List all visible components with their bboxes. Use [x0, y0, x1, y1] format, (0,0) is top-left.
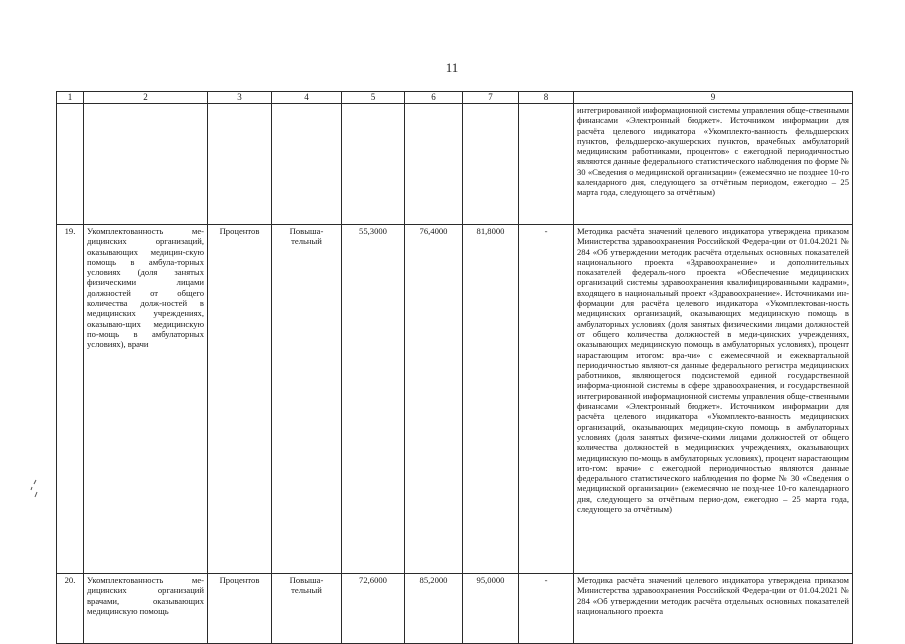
value-col-8: -	[519, 574, 574, 644]
table-row-continuation	[57, 104, 853, 225]
scan-speck-mark	[28, 478, 42, 500]
methodology-text: интегрированной информационной системы управления обще-ственными финансами «Электронный бюджет». Источником информации для расчёта целевого индикатора «Укомплекто-ванность фельдшерских пунктов, фельдшерско-акушерских пунктов, врачебных амбулаторий медицинским работниками, процентов» с ежегодной периодичностью являются данные федерального статистического наблюдения по форме № 30 «Сведения о медицинской организации» (ежемесячно не позднее 10-го календарного дня, следующего за отчётным периодом, ежегодно – 25 марта года, следующего за отчётным)	[574, 104, 853, 225]
value-col-7: 81,8000	[463, 225, 519, 574]
row-number: 19.	[57, 225, 84, 574]
indicator-name: Укомплектованность ме-дицинских организаций, оказывающих медицин-скую помощь в амбула-торных условиях (доля занятых физическими лицами должностей от общего количества долж-ностей в медицинских учреждениях, оказываю-щих медицинскую по-мощь в амбулаторных условиях), врачи	[84, 225, 208, 574]
indicators-table	[56, 91, 853, 644]
value-col-6	[405, 104, 463, 225]
header-col-8: 8	[519, 92, 574, 104]
header-col-2: 2	[84, 92, 208, 104]
value-col-6: 76,4000	[405, 225, 463, 574]
unit: Процентов	[208, 574, 272, 644]
value-col-8	[519, 104, 574, 225]
unit	[208, 104, 272, 225]
value-col-5	[342, 104, 405, 225]
methodology-text: Методика расчёта значений целевого индикатора утверждена приказом Министерства здравоохранения Российской Федера-ции от 01.04.2021 № 284 «Об утверждении методик расчёта отдельных основных показателей национального проекта	[574, 574, 853, 644]
value-col-8: -	[519, 225, 574, 574]
direction	[272, 104, 342, 225]
row-number: 20.	[57, 574, 84, 644]
header-col-6: 6	[405, 92, 463, 104]
header-col-9: 9	[574, 92, 853, 104]
direction: Повыша-тельный	[272, 574, 342, 644]
value-col-7	[463, 104, 519, 225]
page-number: 11	[445, 60, 459, 75]
indicator-name: Укомплектованность ме-дицинских организаций врачами, оказывающих медицинскую помощь	[84, 574, 208, 644]
value-col-7: 95,0000	[463, 574, 519, 644]
table-row-19	[57, 225, 853, 574]
value-col-5: 72,6000	[342, 574, 405, 644]
row-number	[57, 104, 84, 225]
header-col-1: 1	[57, 92, 84, 104]
methodology-text: Методика расчёта значений целевого индикатора утверждена приказом Министерства здравоохранения Российской Федера-ции от 01.04.2021 № 284 «Об утверждении методик расчёта отдельных основных показателей национального проекта «Здравоохранение» и дополнительных показателей федераль-ного проекта «Обеспечение медицинских организаций системы здравоохранения квалифицированными кадрами», входящего в национальный проект «Здравоохранение». Источниками ин-формации для расчёта целевого индикатора «Укомплектован-ность медицинских организаций, оказывающих медицинскую помощь в амбулаторных условиях (доля занятых физическими лицами должностей от общего количества должностей в меди-цинских учреждениях, оказывающих медицинскую помощь в амбулаторных условиях), процент нарастающим итогом: вра-чи» с ежемесячной и ежеквартальной периодичностью являют-ся данные федерального регистра медицинских работников, являющегося подсистемой единой государственной информа-ционной системы в сфере здравоохранения, и государственной интегрированной информационной системы управления обще-ственными финансами «Электронный бюджет». Источником информации для расчёта целевого индикатора «Укомплекто-ванность медицинских организаций, оказывающих медицин-скую помощь в амбулаторных условиях (доля занятых физиче-скими лицами должностей от общего количества должностей в медицинских учреждениях, оказывающих медицинскую по-мощь в амбулаторных условиях), процент нарастающим ито-гом: врачи» с ежегодной периодичностью являются данные федерального статистического наблюдения по форме № 30 «Сведения о медицинской организации» (ежемесячно не позд-нее 10-го календарного дня, следующего за отчётным перио-дом, ежегодно – 25 марта года, следующего за отчётным)	[574, 225, 853, 574]
header-col-4: 4	[272, 92, 342, 104]
indicator-name	[84, 104, 208, 225]
header-col-7: 7	[463, 92, 519, 104]
header-col-3: 3	[208, 92, 272, 104]
header-row	[57, 92, 853, 104]
value-col-5: 55,3000	[342, 225, 405, 574]
direction: Повыша-тельный	[272, 225, 342, 574]
unit: Процентов	[208, 225, 272, 574]
header-col-5: 5	[342, 92, 405, 104]
value-col-6: 85,2000	[405, 574, 463, 644]
table-row-20	[57, 574, 853, 644]
